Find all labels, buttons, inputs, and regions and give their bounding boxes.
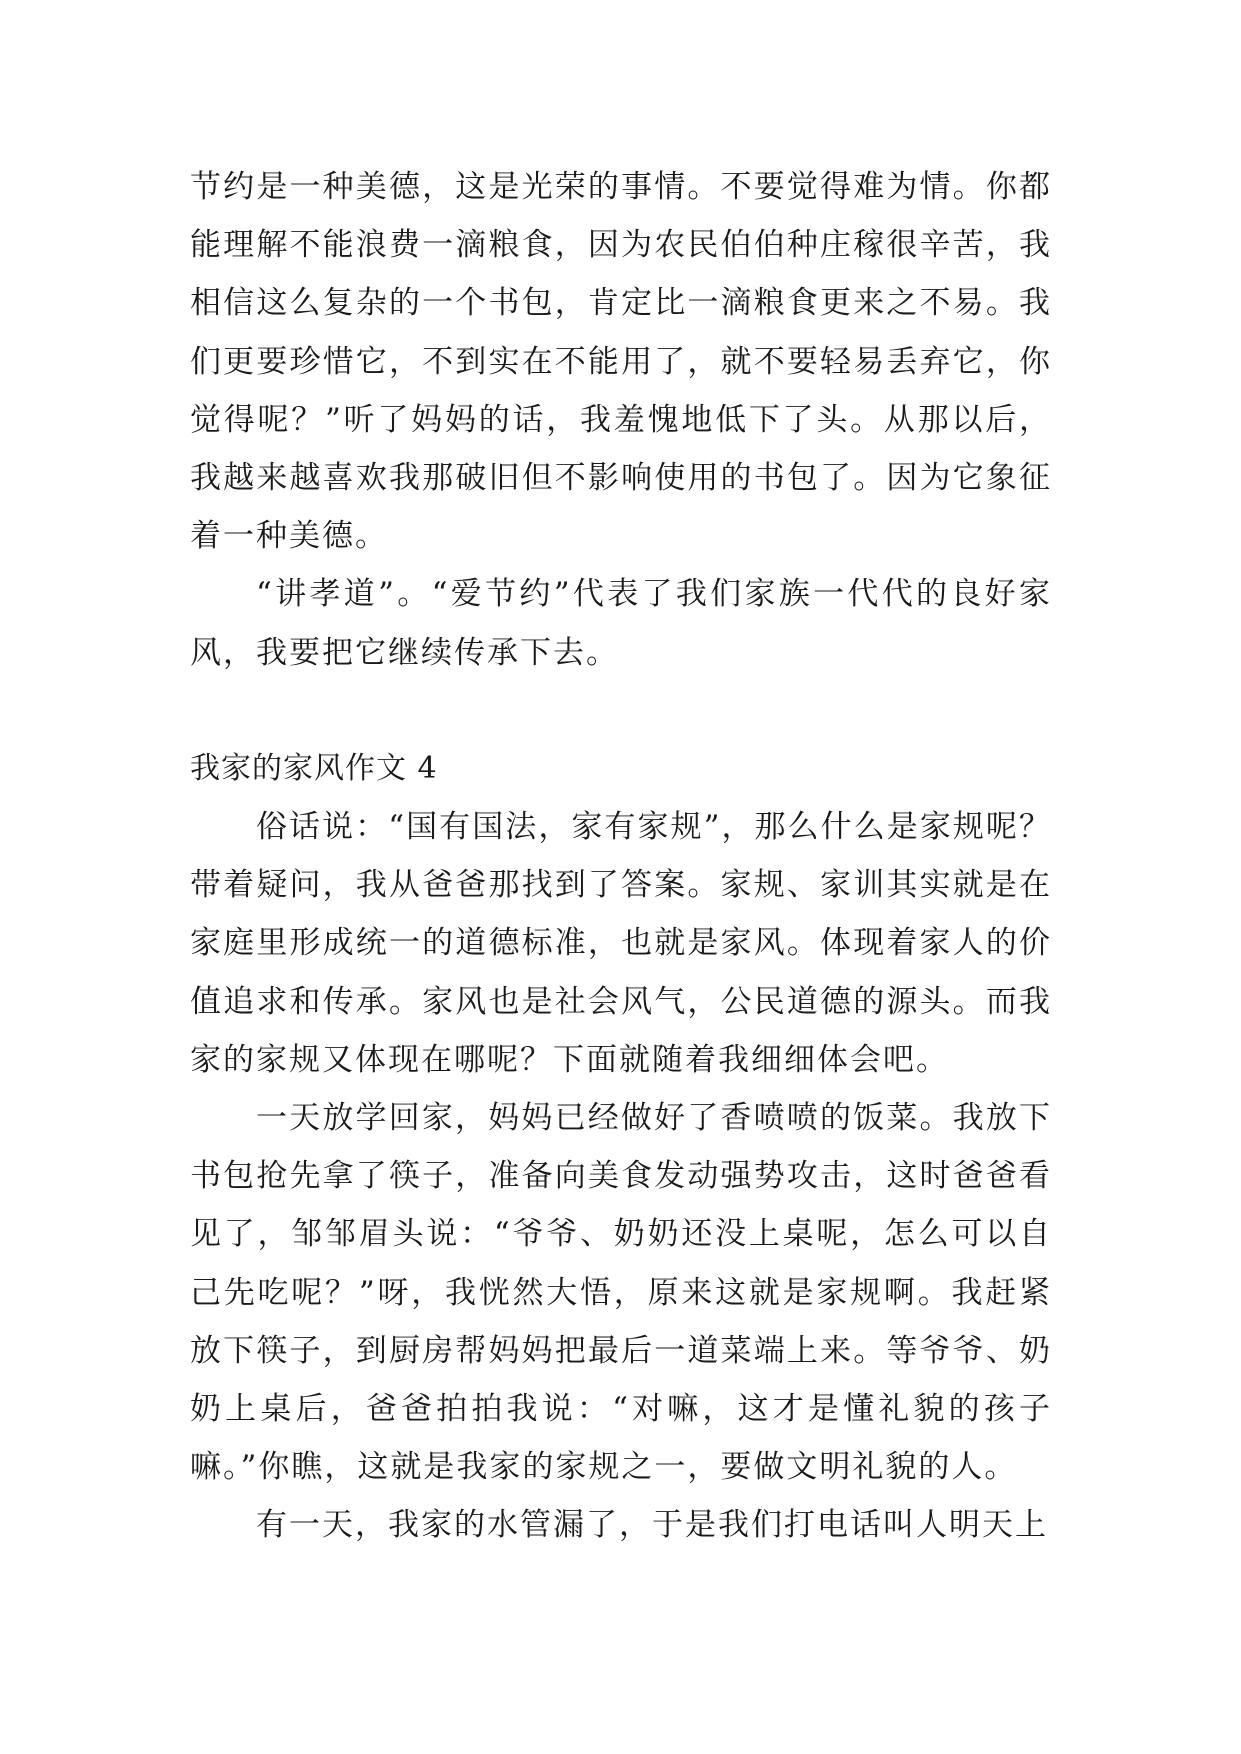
document-body bbox=[190, 158, 1052, 1555]
paragraph-dinner-story: 一天放学回家，妈妈已经做好了香喷喷的饭菜。我放下书包抢先拿了筷子，准备向美食发动强势攻击，这时爸爸看见了，邹邹眉头说：“爷爷、奶奶还没上桌呢，怎么可以自己先吃呢？”呀，我恍然大悟，原来这就是家规啊。我赶紧放下筷子，到厨房帮妈妈把最后一道菜端上来。等爷爷、奶奶上桌后，爸爸拍拍我说：“对嘛，这才是懂礼貌的孩子嘛。”你瞧，这就是我家的家规之一，要做文明礼貌的人。 bbox=[190, 1100, 1052, 1486]
section-title: 我家的家风作文 4 bbox=[190, 750, 438, 786]
paragraph-proverb: 俗话说：“国有国法，家有家规”，那么什么是家规呢？带着疑问，我从爸爸那找到了答案。家规、家训其实就是在家庭里形成统一的道德标准，也就是家风。体现着家人的价值追求和传承。家风也是社会风气，公民道德的源头。而我家的家规又体现在哪呢？下面就随着我细细体会吧。 bbox=[190, 809, 1052, 1078]
paragraph-water-pipe: 有一天，我家的水管漏了，于是我们打电话叫人明天上 bbox=[256, 1507, 1048, 1544]
section-spacer bbox=[190, 682, 1052, 740]
paragraph-family-tradition: “讲孝道”。“爱节约”代表了我们家族一代代的良好家风，我要把它继续传承下去。 bbox=[190, 576, 1052, 671]
paragraph-frugality: 节约是一种美德，这是光荣的事情。不要觉得难为情。你都能理解不能浪费一滴粮食，因为农民伯伯种庄稼很辛苦，我相信这么复杂的一个书包，肯定比一滴粮食更来之不易。我们更要珍惜它，不到实在不能用了，就不要轻易丢弃它，你觉得呢？”听了妈妈的话，我羞愧地低下了头。从那以后，我越来越喜欢我那破旧但不影响使用的书包了。因为它象征着一种美德。 bbox=[190, 169, 1052, 555]
